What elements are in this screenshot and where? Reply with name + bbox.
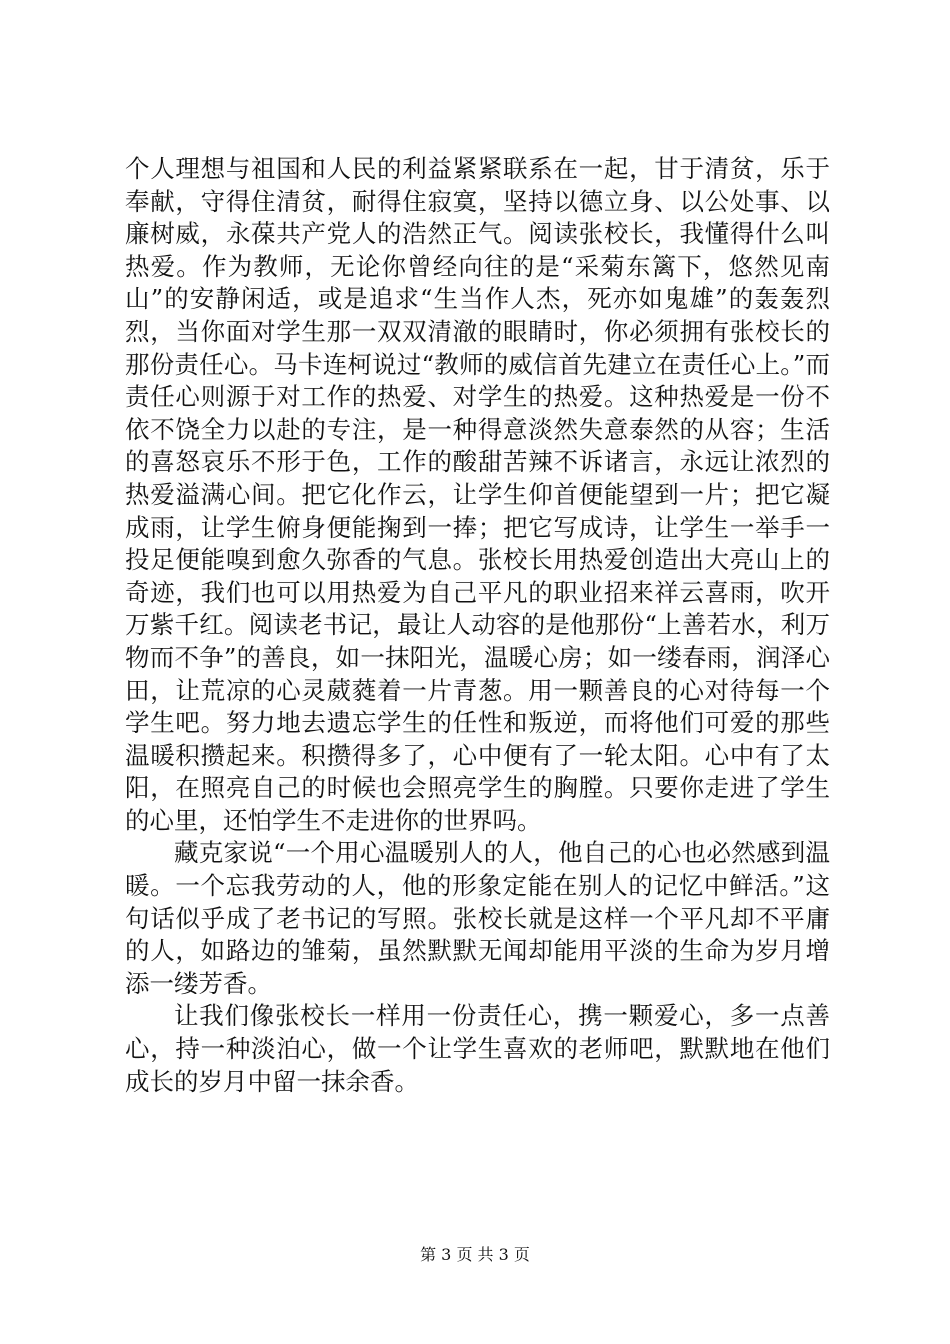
paragraph-1: 个人理想与祖国和人民的利益紧紧联系在一起，甘于清贫，乐于奉献，守得住清贫，耐得住寂寞，坚持以德立身、以公处事、以廉树威，永葆共产党人的浩然正气。阅读张校长，我懂得什么叫热爱。作为教师，无论你曾经向往的是“采菊东篱下，悠然见南山”的安静闲适，或是追求“生当作人杰，死亦如鬼雄”的轰轰烈烈，当你面对学生那一双双清澈的眼睛时，你必须拥有张校长的那份责任心。马卡连柯说过“教师的威信首先建立在责任心上。”而责任心则源于对工作的热爱、对学生的热爱。这种热爱是一份不依不饶全力以赴的专注，是一种得意淡然失意泰然的从容；生活的喜怒哀乐不形于色，工作的酸甜苦辣不诉诸言，永远让浓烈的热爱溢满心间。把它化作云，让学生仰首便能望到一片；把它凝成雨，让学生俯身便能掬到一捧；把它写成诗，让学生一举手一投足便能嗅到愈久弥香的气息。张校长用热爱创造出大亮山上的奇迹，我们也可以用热爱为自己平凡的职业招来祥云喜雨，吹开万紫千红。阅读老书记，最让人动容的是他那份“上善若水，利万物而不争”的善良，如一抹阳光，温暖心房；如一缕春雨，润泽心田，让荒凉的心灵葳蕤着一片青葱。用一颗善良的心对待每一个学生吧。努力地去遗忘学生的任性和叛逆，而将他们可爱的那些温暖积攒起来。积攒得多了，心中便有了一轮太阳。心中有了太阳，在照亮自己的时候也会照亮学生的胸膛。只要你走进了学生的心里，还怕学生不走进你的世界吗。 [125, 154, 830, 835]
paragraph-2: 藏克家说“一个用心温暖别人的人，他自己的心也必然感到温暖。一个忘我劳动的人，他的形象定能在别人的记忆中鲜活。”这句话似乎成了老书记的写照。张校长就是这样一个平凡却不平庸的人，如路边的雏菊，虽然默默无闻却能用平淡的生命为岁月增添一缕芳香。 [125, 838, 830, 998]
body-text [125, 153, 830, 1098]
page-footer: 第 3 页 共 3 页 [420, 1245, 530, 1264]
paragraph-3: 让我们像张校长一样用一份责任心，携一颗爱心，多一点善心，持一种淡泊心，做一个让学生喜欢的老师吧，默默地在他们成长的岁月中留一抹余香。 [125, 1001, 830, 1096]
